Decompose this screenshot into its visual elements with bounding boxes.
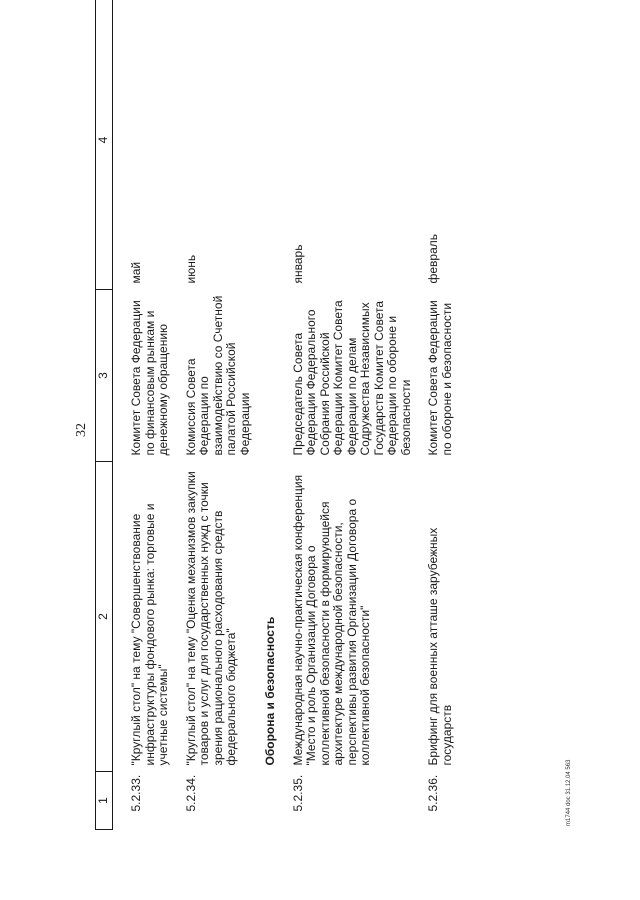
row-event: "Круглый стол" на тему "Оценка механизмов закупки товаров и услуг для государственных нужд с точки зрения рационального расходования средств федерального бюджета" xyxy=(183,471,238,766)
column-header-responsible: 3 xyxy=(96,290,113,462)
table-row xyxy=(171,0,253,830)
row-responsible: Комиссия Совета Федерации по взаимодействию со Счетной палатой Российской Федерации xyxy=(183,295,252,456)
section-row xyxy=(252,0,278,830)
table-row xyxy=(278,0,414,830)
row-number: 5.2.36. xyxy=(426,774,440,812)
events-plan-table xyxy=(95,0,454,830)
row-responsible: Комитет Совета Федерации по обороне и безопасности xyxy=(426,300,454,456)
row-number: 5.2.33. xyxy=(129,774,143,812)
row-date: январь xyxy=(290,244,305,284)
column-header-date: 4 xyxy=(96,0,113,290)
column-header-event: 2 xyxy=(96,462,113,772)
table-row xyxy=(113,0,171,830)
row-event: Международная научно-практическая конференция "Место и роль Организации Договора о коллективной безопасности в формирующейся архитектуре международной безопасности, перспективы развития Организации Договора о коллективной безопасности" xyxy=(290,474,372,766)
row-date: июнь xyxy=(183,254,198,284)
table-header-row xyxy=(96,0,113,830)
row-responsible: Председатель Совета Федерации Федерального Собрания Российской Федерации Комитет Совета Федерации по делам Содружества Независимых Государств Комитет Совета Федерации по обороне и безопасности xyxy=(290,300,413,456)
row-number: 5.2.35. xyxy=(290,774,305,812)
row-event: Брифинг для военных атташе зарубежных государств xyxy=(426,527,454,766)
row-number: 5.2.34. xyxy=(183,774,198,812)
table-row xyxy=(413,0,454,830)
rotated-page-content xyxy=(95,0,615,830)
row-event: "Круглый стол" на тему "Совершенствование инфраструктуры фондового рынка: торговые и учетные системы" xyxy=(129,503,170,766)
row-responsible: Комитет Совета Федерации по финансовым рынкам и денежному обращению xyxy=(129,300,170,456)
page-number: 32 xyxy=(74,423,89,437)
row-date: май xyxy=(129,261,143,284)
section-title: Оборона и безопасность xyxy=(263,616,277,766)
footer-document-code: m1744 doc 31.12.04 563 xyxy=(566,759,572,826)
row-date: февраль xyxy=(426,233,440,284)
column-header-number: 1 xyxy=(96,772,113,830)
